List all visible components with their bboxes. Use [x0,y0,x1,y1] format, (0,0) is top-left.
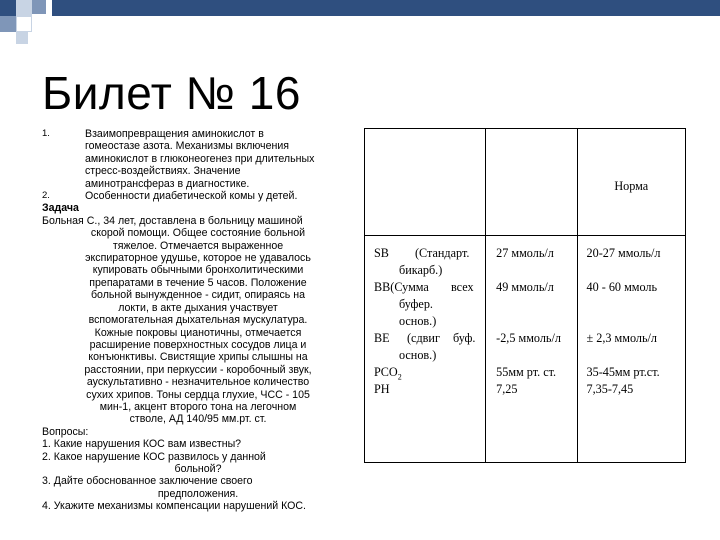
problem-line: экспираторное удушье, которое не удавалось [85,252,311,265]
indicator-text: PH [374,382,390,396]
list-item-2 [42,190,354,202]
list-item-1 [42,128,354,190]
corner-square-tiny [16,32,28,44]
item-line: аминотрансфераз в диагностике. [85,177,250,190]
question-2 [42,451,354,476]
problem-line: купировать обычными бронхолитическими [92,264,304,277]
question-3 [42,475,354,500]
problem-line: локти, в акте дыхания участвует [118,301,278,314]
corner-square-outline [16,16,32,32]
indicator-cell [365,236,486,463]
corner-square-small [32,0,46,14]
pco-label: PCO [374,365,398,379]
problem-line: препаратами в течение 5 часов. Положение [89,276,307,289]
patient-value: 27 ммоль/л [496,246,554,260]
kos-table [364,128,686,463]
indicator-text: SB [374,246,389,260]
question-line: больной? [174,462,222,475]
norm-value: 35-45мм рт.ст. [586,365,660,379]
indicator-text: всех [451,280,474,294]
question-line: предположения. [157,487,239,500]
ticket-text [42,128,354,513]
task-heading: Задача [42,202,79,215]
norm-label: Норма [614,178,649,193]
table-header-empty [365,129,486,236]
norm-value: 40 - 60 ммоль [586,280,658,294]
item-line: стресс-воздействиях. Значение [85,165,241,178]
patient-value-cell [486,236,577,463]
item-text: Особенности диабетической комы у детей. [85,190,298,203]
question-line: 3. Дайте обоснованное заключение своего [42,475,253,488]
item-line: аминокислот в глюконеогенез при длительных [85,152,315,165]
table-header-norm [577,129,686,236]
problem-text [42,215,354,426]
top-bar [52,0,720,16]
norm-value-cell [577,236,686,463]
patient-value: 55мм рт. ст. [496,365,557,379]
item-line: гомеостазе азота. Механизмы включения [85,140,289,153]
norm-value: 20-27 ммоль/л [586,246,661,260]
problem-line: Больная С., 34 лет, доставлена в больницу машиной [42,214,303,227]
problem-line: расширение поверхностных сосудов лица и [89,338,307,351]
table-header-empty [486,129,577,236]
norm-value: 7,35-7,45 [586,382,634,396]
indicator-text [374,365,402,381]
problem-line: конъюнктивы. Свистящие хрипы слышны на [88,351,308,364]
indicator-text: основ.) [399,348,437,362]
problem-line: мин-1, акцент второго тона на легочном [99,400,297,413]
indicator-text: BE [374,331,390,345]
indicator-text: буфер. [399,297,433,311]
problem-line: сухих хрипов. Тоны сердца глухие, ЧСС - 105 [86,388,310,401]
indicator-text: основ.) [399,314,437,328]
patient-value: 7,25 [496,382,518,396]
patient-value: 49 ммоль/л [496,280,554,294]
slide-title: Билет № 16 [42,67,301,119]
problem-line: аускультативно - незначительное количество [86,376,310,389]
indicator-text: (Стандарт. [415,246,470,260]
indicator-text: (сдвиг [407,331,440,345]
corner-square-light [16,0,32,16]
patient-value: -2,5 ммоль/л [496,331,561,345]
problem-line: стволе, АД 140/95 мм.рт. ст. [129,413,267,426]
problem-line: расстоянии, при перкуссии - коробочный звук, [84,363,312,376]
problem-line: скорой помощи. Общее состояние больной [90,227,306,240]
item-line: Взаимопревращения аминокислот в [85,128,264,140]
problem-line: больной вынужденное - сидит, опираясь на [90,289,306,302]
corner-square-mid [0,16,16,32]
question-4: 4. Укажите механизмы компенсации нарушений КОС. [42,500,307,513]
questions-heading: Вопросы: [42,425,89,438]
indicator-text: BB(Сумма [374,280,429,294]
question-line: 2. Какое нарушение КОС развилось у данной [42,450,266,463]
item-number: 1. [42,128,50,139]
indicator-text: бикарб.) [399,263,443,277]
pco-subscript: 2 [397,372,402,382]
table-header-row [365,129,686,236]
item-number: 2. [42,190,50,202]
indicator-text: буф. [453,331,476,345]
problem-line: вспомогательная дыхательная мускулатура. [88,314,308,327]
item-text [85,128,354,190]
norm-value: ± 2,3 ммоль/л [586,331,657,345]
corner-square-dark [0,0,16,16]
problem-line: Кожные покровы цианотичны, отмечается [94,326,302,339]
table-row [365,236,686,463]
problem-line: тяжелое. Отмечается выраженное [112,239,284,252]
question-1: 1. Какие нарушения КОС вам известны? [42,438,242,451]
